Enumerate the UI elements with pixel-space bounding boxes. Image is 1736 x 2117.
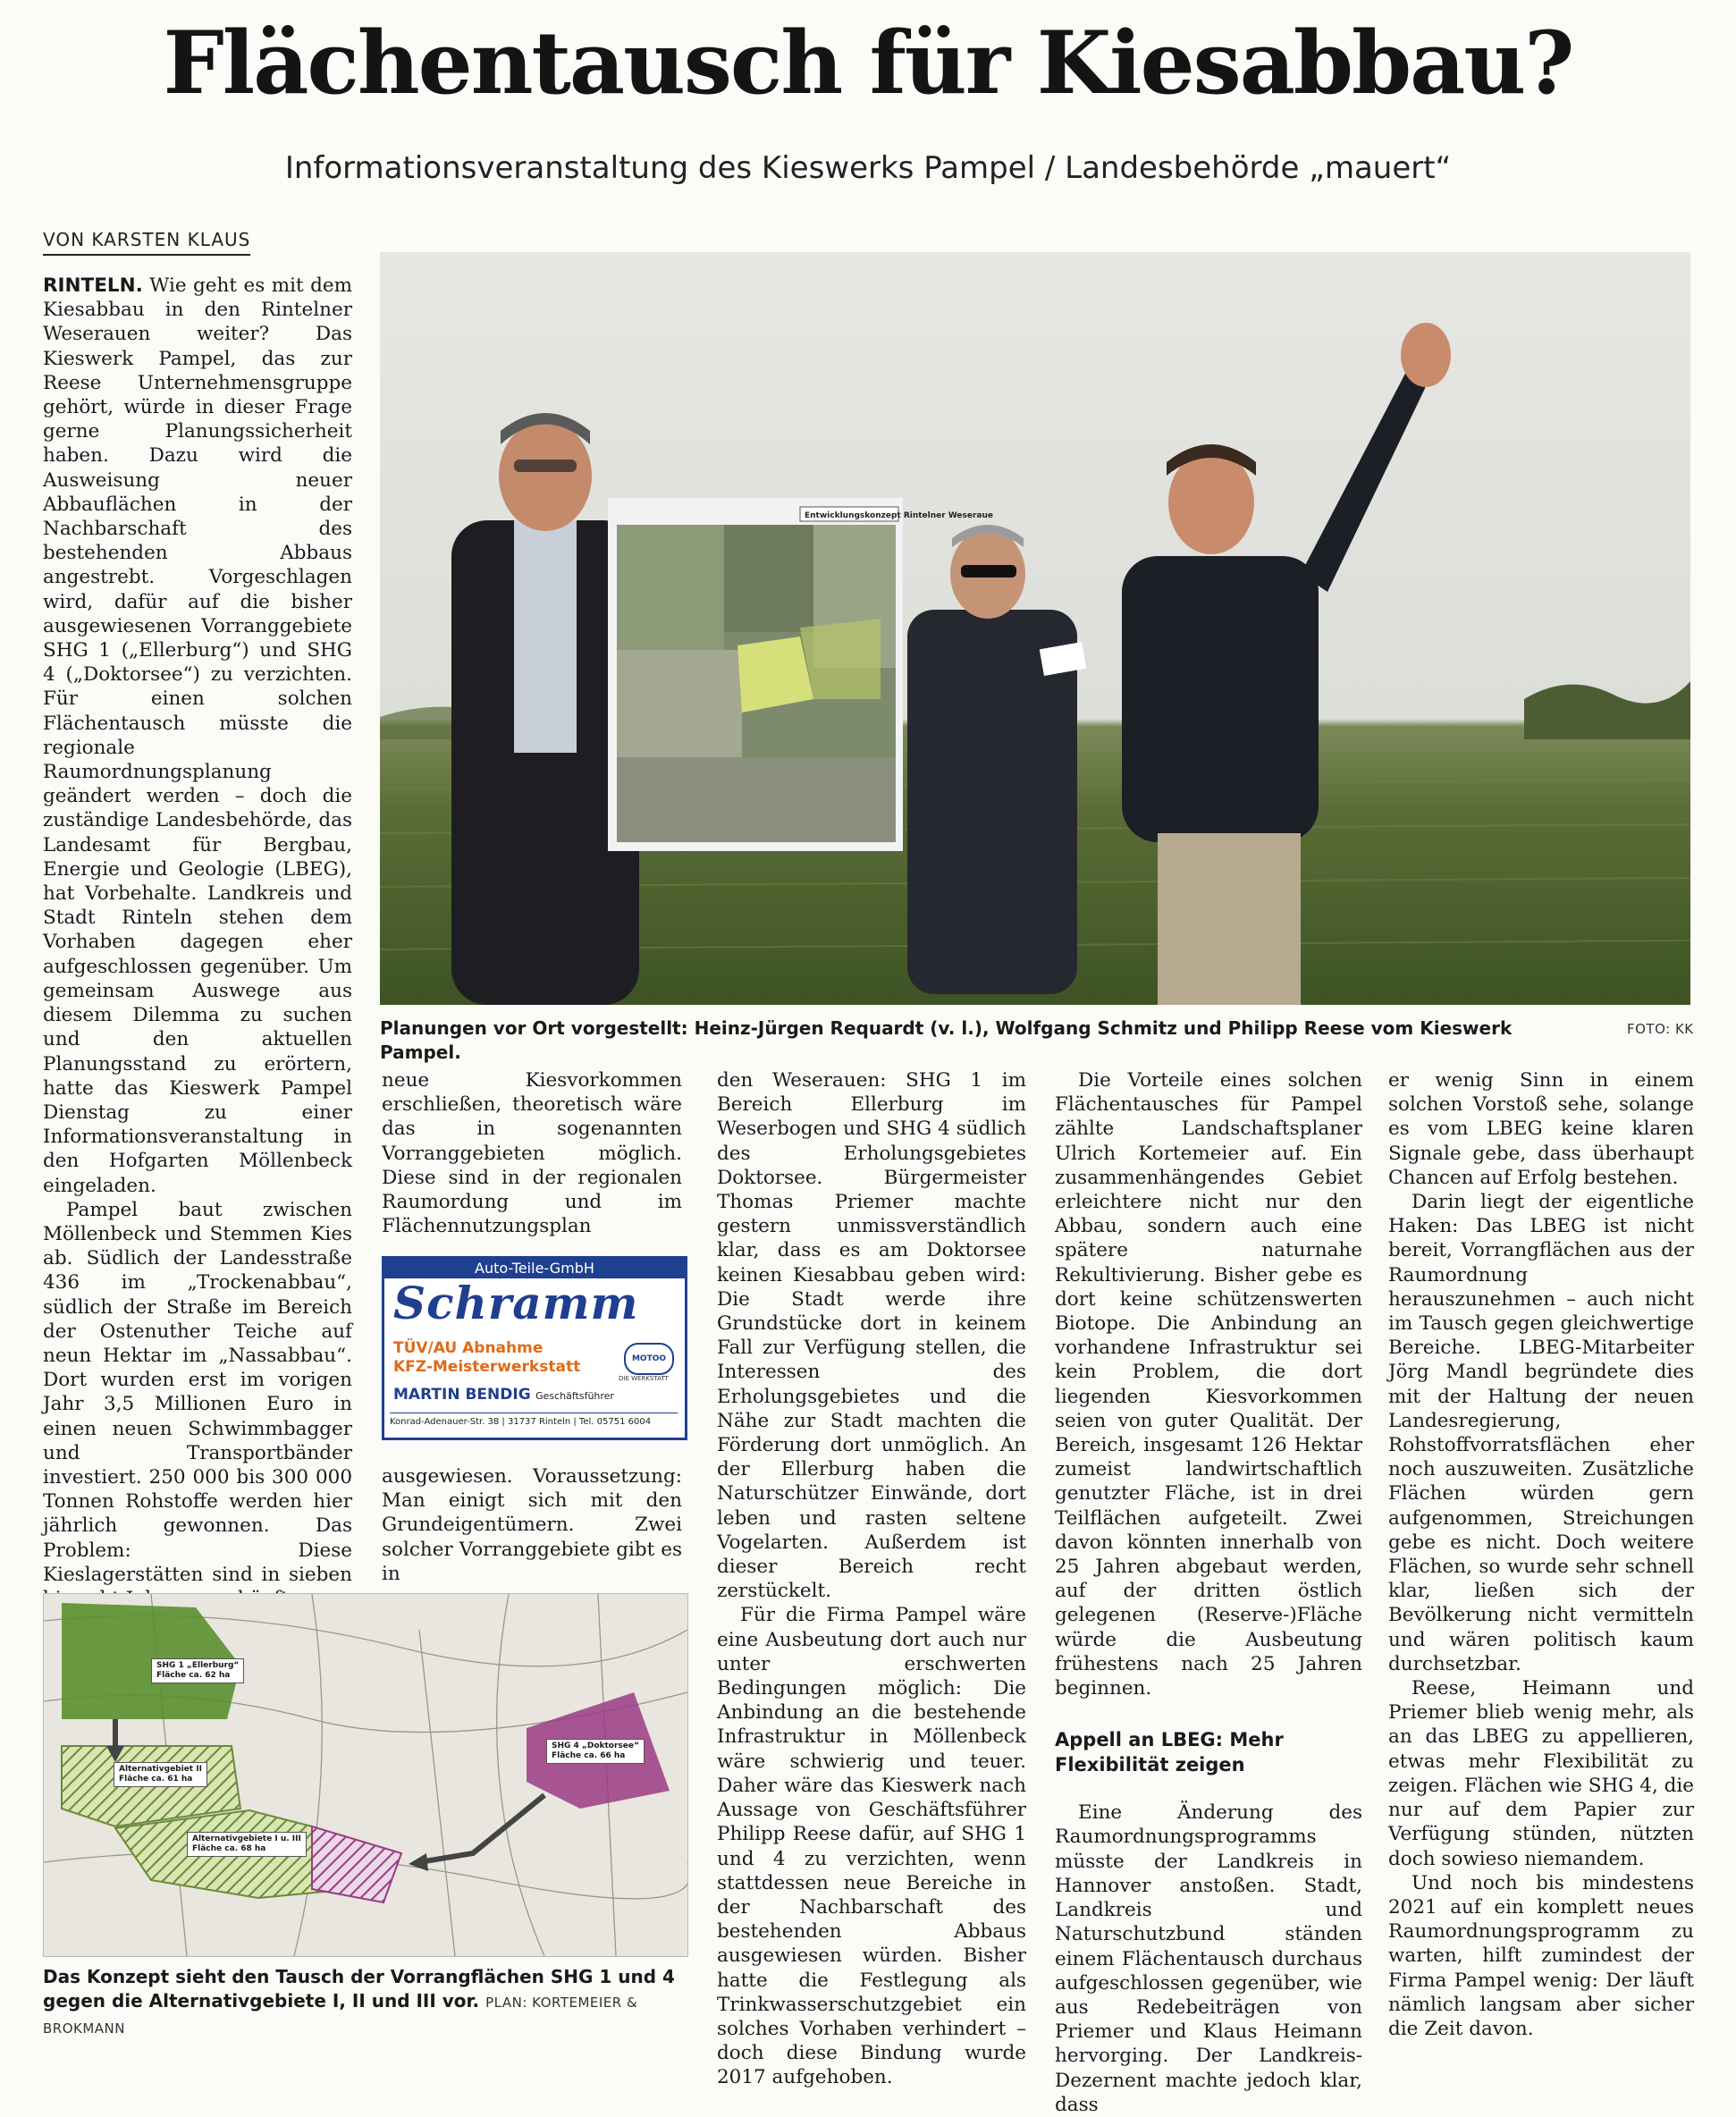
- alternative-reserve-area: [312, 1826, 401, 1902]
- article-photo: [380, 252, 1690, 1005]
- subheadline: Informationsveranstaltung des Kieswerks Pampel / Landesbehörde „mauert“: [284, 150, 1452, 186]
- ad-top-line: Auto-Teile-GmbH: [384, 1259, 685, 1278]
- dateline: RINTELN.: [43, 274, 143, 297]
- article-column-3: [717, 1068, 1026, 2090]
- plan-map: [43, 1593, 688, 1957]
- photo-illustration: [380, 252, 1690, 1005]
- headline: Flächentausch für Kiesabbau?: [163, 13, 1573, 114]
- paragraph: Reese, Heimann und Priemer blieb wenig mehr, als an das LBEG zu appellieren, etwas mehr Flexibilität zu zeigen. Flächen wie SHG 4, die nur auf dem Papier zur Verfügung stünden, nützten doch sowieso niemandem.: [1388, 1677, 1694, 1870]
- map-credit: PLAN: KORTEMEIER & BROKMANN: [43, 1995, 638, 2037]
- paragraph: Eine Änderung des Raumordnungsprogramms müsste der Landkreis in Hannover anstoßen. Stadt, Landkreis und Naturschutzbund ständen einem Flächentausch durchaus aufgeschlossen gegenüber, wie aus Redebeiträgen von Priemer und Klaus Heimann hervorging. Der Landkreis-Dezernent machte jedoch klar, dass: [1055, 1801, 1362, 2116]
- map-label-alt2: Alternativgebiet II Fläche ca. 61 ha: [114, 1762, 207, 1787]
- ad-address: Konrad-Adenauer-Str. 38 | 31737 Rinteln | Tel. 05751 6004: [390, 1413, 678, 1427]
- ad-brand: Schramm: [393, 1277, 639, 1329]
- paragraph: Die Vorteile eines solchen Flächentausches für Pampel zählte Landschaftsplaner Ulrich Kortemeier auf. Ein zusammenhängendes Gebiet erleichtere nicht nur den Abbau, sondern auch eine spätere naturnahe Rekultivierung. Bisher gebe es dort keine schützenswerten Biotope. Die Anbindung an vorhandene Infrastruktur sei kein Problem, die dort liegenden Kiesvorkommen seien von guter Qualität. Der Bereich, insgesamt 126 Hektar zumeist landwirtschaftlich genutzter Fläche, ist in drei Teilflächen aufgeteilt. Zwei davon könnten innerhalb von 25 Jahren abgebaut werden, auf der dritten östlich gelegenen (Reserve-)Fläche würde die Ausbeutung frühestens nach 25 Jahren beginnen.: [1055, 1069, 1362, 1700]
- motoo-badge: MOTOO: [624, 1343, 674, 1375]
- intertitle: Appell an LBEG: Mehr Flexibilität zeigen: [1055, 1729, 1284, 1776]
- article-column-1: [43, 274, 352, 1635]
- paragraph: den Weserauen: SHG 1 im Bereich Ellerburg im Weserbogen und SHG 4 südlich des Erholungsgebietes Doktorsee. Bürgermeister Thomas Priemer machte gestern unmissverständlich klar, dass es am Doktorsee keinen Kiesabbau geben wird: Die Stadt werde ihre Grundstücke dort in keinem Fall zur Verfügung stellen, die Interessen des Erholungsgebietes und die Nähe zur Stadt machten die Förderung dort unmöglich. An der Ellerburg haben die Naturschützer Einwände, dort leben und rasten seltene Vogelarten. Außerdem ist dieser Bereich recht zerstückelt.: [717, 1069, 1026, 1603]
- photo-caption: Planungen vor Ort vorgestellt: Heinz-Jürgen Requardt (v. l.), Wolfgang Schmitz und Philipp Reese vom Kieswerk Pampel.: [380, 1017, 1513, 1063]
- article-column-2-top: [382, 1068, 682, 1238]
- ad-services: TÜV/AU Abnahme KFZ-Meisterwerkstatt: [393, 1339, 581, 1376]
- article-column-5: [1388, 1068, 1694, 2041]
- motoo-subtitle: DIE WERKSTATT: [619, 1375, 669, 1382]
- map-caption: Das Konzept sieht den Tausch der Vorrangflächen SHG 1 und 4 gegen die Alternativgebiete I, II und III vor. PLAN: KORTEMEIER & BROKMANN: [43, 1966, 675, 2037]
- paragraph: Darin liegt der eigentliche Haken: Das LBEG ist nicht bereit, Vorrangflächen aus der Raumordnung herauszunehmen – auch nicht im Tausch gegen gleichwertige Bereiche. LBEG-Mitarbeiter Jörg Mandl begründete dies mit der Haltung der neuen Landesregierung, Rohstoffvorratsflächen eher noch auszuweiten. Zusätzliche Flächen würden gern aufgenommen, Streichungen gebe es nicht. Doch weitere Flächen, so wurde sehr schnell klar, ließen sich der Bevölkerung nicht vermitteln und wären politisch kaum durchsetzbar.: [1388, 1191, 1694, 1675]
- advertisement-box: [382, 1256, 687, 1440]
- photo-credit: FOTO: KK: [1627, 1021, 1694, 1037]
- map-label-shg4: SHG 4 „Doktorsee“ Fläche ca. 66 ha: [546, 1739, 645, 1764]
- article-column-2-bottom: [382, 1464, 682, 1586]
- person-middle-figure: [907, 525, 1077, 994]
- svg-text:Entwicklungskonzept Rintelner: Entwicklungskonzept Rintelner Weseraue: [805, 511, 994, 520]
- map-label-shg1: SHG 1 „Ellerburg“ Fläche ca. 62 ha: [151, 1658, 244, 1683]
- paragraph: Und noch bis mindestens 2021 auf ein komplett neues Raumordnungsprogramm zu warten, hilft zumindest der Firma Pampel wenig: Der läuft nämlich langsam aber sicher die Zeit davon.: [1388, 1871, 1694, 2040]
- person-right-figure: [1040, 323, 1451, 1005]
- map-label-alt1-3: Alternativgebiete I u. III Fläche ca. 68 ha: [187, 1832, 307, 1857]
- paragraph: ausgewiesen. Voraussetzung: Man einigt sich mit den Grundeigentümern. Zwei solcher Vorranggebiete gibt es in: [382, 1465, 682, 1585]
- ad-contact-name: MARTIN BENDIG Geschäftsführer: [393, 1386, 614, 1404]
- lead-paragraph: RINTELN. Wie geht es mit dem Kiesabbau in den Rintelner Weserauen weiter? Das Kieswerk Pampel, das zur Reese Unternehmensgruppe gehört, würde in dieser Frage gerne Planungssicherheit haben. Dazu wird die Ausweisung neuer Abbauflächen in der Nachbarschaft des bestehenden Abbaus angestrebt. Vorgeschlagen wird, dafür auf die bisher ausgewiesenen Vorranggebiete SHG 1 („Ellerburg“) und SHG 4 („Doktorsee“) zu verzichten. Für einen solchen Flächentausch müsste die regionale Raumordnungsplanung geändert werden – doch die zuständige Landesbehörde, das Landesamt für Bergbau, Energie und Geologie (LBEG), hat Vorbehalte. Landkreis und Stadt Rinteln stehen dem Vorhaben dagegen eher aufgeschlossen gegenüber. Um gemeinsam Auswege aus diesem Dilemma zu suchen und den aktuellen Planungsstand zu erörtern, hatte das Kieswerk Pampel Dienstag zu einer Informationsveranstaltung in den Hofgarten Möllenbeck eingeladen.: [43, 274, 352, 1197]
- byline: VON KARSTEN KLAUS: [43, 229, 250, 256]
- paragraph: Pampel baut zwischen Möllenbeck und Stemmen Kies ab. Südlich der Landesstraße 436 im „Trockenabbau“, südlich der Straße im Bereich der Ostenuther Teiche auf neun Hektar im „Nassabbau“. Dort wurden erst im vorigen Jahr 3,5 Millionen Euro in einen neuen Schwimmbagger und Transportbänder investiert. 250 000 bis 300 000 Tonnen Rohstoffe werden hier jährlich gewonnen. Das Problem: Diese Kieslagerstätten sind in sieben: [43, 1198, 352, 1586]
- paragraph: neue Kiesvorkommen erschließen, theoretisch wäre das in sogenannten Vorranggebieten möglich. Diese sind in der regionalen Raumordung und im Flächennutzungsplan: [382, 1069, 682, 1238]
- paragraph: er wenig Sinn in einem solchen Vorstoß sehe, solange es vom LBEG keine klaren Signale gebe, dass überhaupt Chancen auf Erfolg bestehen.: [1388, 1069, 1694, 1189]
- paragraph: Für die Firma Pampel wäre eine Ausbeutung dort auch nur unter erschwerten Bedingungen möglich: Die Anbindung an die bestehende Infrastruktur in Möllenbeck wäre schwierig und teuer. Daher wäre das Kieswerk nach Aussage von Geschäftsführer Philipp Reese dafür, auf SHG 1 und 4 zu verzichten, wenn stattdessen neue Bereiche in der Nachbarschaft des bestehenden Abbaus ausgewiesen würden. Bisher hatte die Festlegung als Trinkwasserschutzgebiet ein solches Vorhaben verhindert – doch diese Bindung wurde 2017 aufgehoben.: [717, 1604, 1026, 2089]
- article-column-4: [1055, 1068, 1362, 2117]
